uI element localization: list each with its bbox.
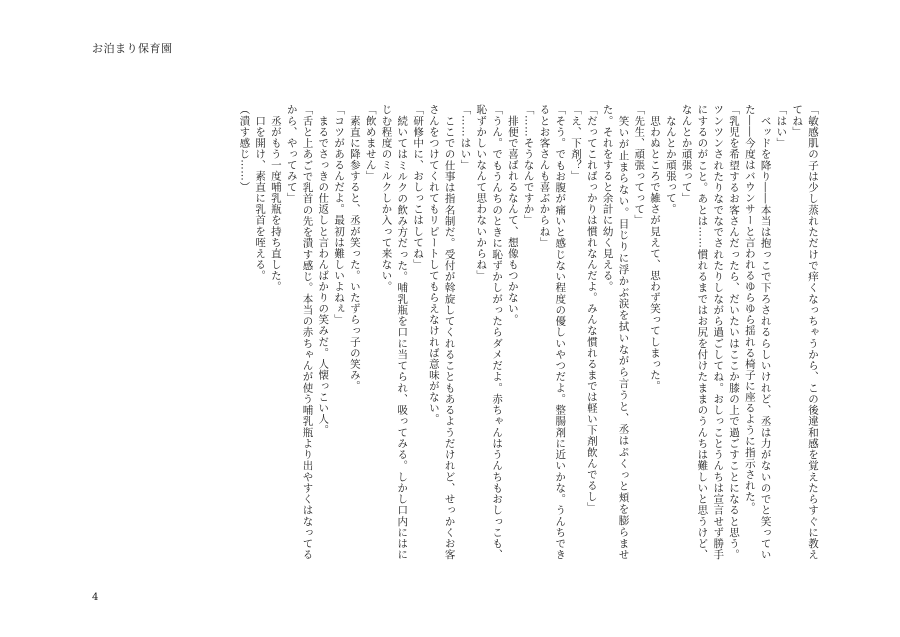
page-number: 4	[92, 592, 99, 603]
paragraph: 「……そうなんですか」	[522, 104, 535, 226]
paragraph: 「研修中に、おしっこはしてね」	[412, 104, 425, 270]
paragraph: ここでの仕事は指名制だ。受付が斡旋してくれることもあるようだけれど、せっかくお客さんをつけてくれてもリピートしてもらえなければ意味がない。	[427, 104, 456, 560]
paragraph: 「舌と上あごで乳首の先を潰す感じ。本当の赤ちゃんが使う哺乳瓶より出やすくはなってるから、やってみて」	[285, 104, 314, 560]
paragraph: 「乳児を希望するお客さんだったら、だいたいはここか膝の上で過ごすことになると思う。ツンツンされたりなでなでされたりしながら過ごしてね。おしっことうんちは宣言せず勝手にするのがこと。あとは……慣れるまではお尻を付けたままのうんちは難しいと思うけど、なんとか頑張って」	[680, 104, 741, 560]
paragraph: 排便で喜ばれるなんて、想像もつかない。	[506, 104, 519, 325]
paragraph: 丞がもう一度哺乳瓶を持ち直した。	[269, 104, 282, 292]
paragraph: 「コツがあるんだよ。最初は難しいよねぇ」	[333, 104, 346, 325]
paragraph: 「……はい」	[459, 104, 472, 171]
paragraph: 口を開け、素直に乳首を咥える。	[254, 104, 267, 281]
vertical-text-body	[108, 104, 820, 560]
paragraph: 「飲めません」	[364, 104, 377, 182]
paragraph: 「うん。でもうんちのときに恥ずかしがったらダメだよ。赤ちゃんはうんちもおしっこも、恥ずかしいなんて思わないからね」	[475, 104, 504, 560]
paragraph: 「先生、頑張ってって」	[633, 104, 646, 226]
paragraph: なんとか頑張って。	[664, 104, 677, 215]
paragraph: ベッドを降り――本当は抱っこで下ろされるらしいけれど、丞は力がないのでと笑っていた――今度はバウンサーと言われるゆらゆら揺れる椅子に座るように指示された。	[743, 104, 772, 560]
running-title: お泊まり保育園	[92, 42, 173, 55]
paragraph: 素直に降参すると、丞が笑った。いたずらっ子の笑み。	[348, 104, 361, 392]
paragraph: 続いてはミルクの飲み方だった。哺乳瓶を口に当てられ、吸ってみる。しかし口内にはにじむ程度のミルクしか入って来ない。	[380, 104, 409, 560]
paragraph: 笑いが止まらない。目じりに浮かぶ涙を拭いながら言うと、丞はぷくっと頬を膨らませた。それをすると余計に幼く見える。	[601, 104, 630, 560]
paragraph: 「敏感肌の子は少し蒸れただけで痒くなっちゃうから、この後違和感を覚えたらすぐに教えてね」	[791, 104, 819, 560]
paragraph: 思わぬところで雑さが見えて、思わず笑ってしまった。	[649, 104, 662, 392]
paragraph: まるでさっきの仕返しと言わんばかりの笑みだ。人懐っこい人。	[317, 104, 330, 436]
paragraph: （潰す感じ……）	[238, 104, 251, 193]
paragraph: 「え、下剤？」	[570, 104, 583, 182]
paragraph: 「そう。でもお腹が痛いと感じない程度の優しいやつだよ。整腸剤に近いかな。うんちできるとお客さんも喜ぶからね」	[538, 104, 567, 560]
paragraph: 「だってこればっかりは慣れなんだよ。みんな慣れるまでは軽い下剤飲んでるし」	[585, 104, 598, 513]
paragraph: 「はい」	[775, 104, 788, 149]
